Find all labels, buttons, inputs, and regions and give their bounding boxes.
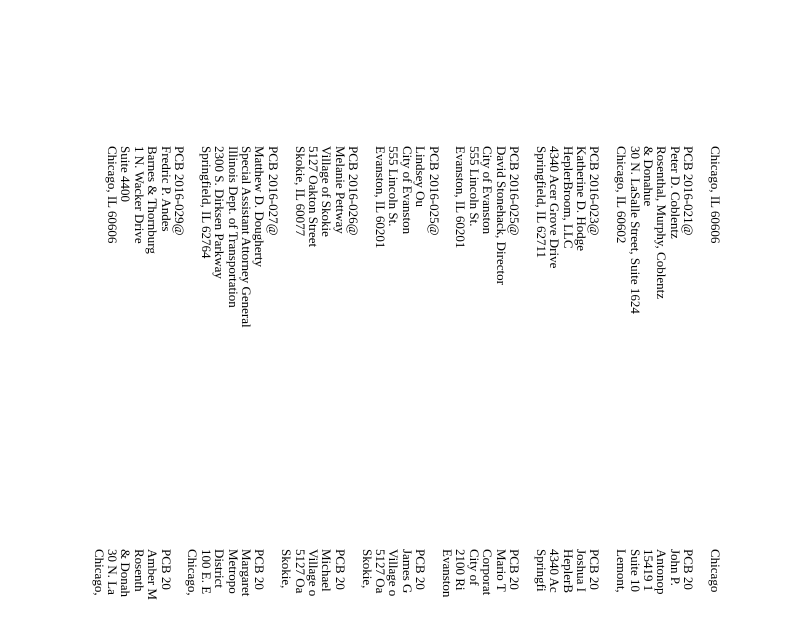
address-line: Lindsey Ou: [413, 146, 429, 208]
address-line: 4340 Ac: [547, 549, 563, 593]
address-line: City of Evanston: [480, 146, 496, 235]
address-line: Chicago, IL 60602: [614, 146, 630, 244]
address-line: City of: [466, 549, 482, 586]
address-line: James G: [399, 549, 415, 594]
address-line: HeplerBroom, LLC: [560, 146, 576, 249]
address-line: Illinois Dept. of Transportation: [225, 146, 241, 308]
address-line: Matthew D. Dougherty: [252, 146, 268, 267]
address-line: 1 N. Wacker Drive: [131, 146, 147, 244]
address-line: Village o: [306, 549, 321, 597]
address-line: HeplerB: [560, 549, 576, 594]
address-line: PCB 20: [413, 549, 429, 590]
address-line: Rosenth: [131, 549, 147, 592]
address-line: 30 N. La: [105, 549, 120, 595]
address-line: PCB 2016-025@: [426, 146, 442, 236]
address-line: Joshua I: [574, 549, 589, 592]
address-line: Mario T: [493, 549, 509, 592]
address-line: Chicago,: [91, 549, 107, 596]
address-line: PCB 20: [681, 549, 697, 590]
address-line: 555 Lincoln St.: [386, 146, 402, 227]
address-line: David Stonehack, Director: [493, 146, 509, 285]
address-line: PCB 20: [507, 549, 522, 590]
address-line: PCB 20: [332, 549, 348, 590]
address-line: District: [212, 549, 228, 588]
address-line: & Donahue: [641, 146, 656, 207]
address-line: 100 E. E: [198, 549, 214, 595]
address-line: John P.: [667, 549, 683, 586]
address-line: 4340 Acer Grove Drive: [547, 146, 563, 269]
address-line: Rosenthal, Murphy, Coblentz: [654, 146, 670, 299]
address-line: Evanston, IL 60201: [453, 146, 469, 249]
address-line: Barnes & Thornburg: [145, 146, 161, 254]
address-line: Evanston, IL 60201: [373, 146, 388, 249]
address-line: Amber M: [145, 549, 161, 600]
address-line: Katherine D. Hodge: [574, 146, 589, 252]
address-line: Fredric P. Andes: [158, 146, 174, 232]
address-line: Springfield, IL 62764: [198, 146, 214, 259]
address-line: Village of Skokie: [319, 146, 335, 237]
address-line: 30 N. LaSalle Street, Suite 1624: [627, 146, 643, 314]
address-line: 2300 S. Dirksen Parkway: [212, 146, 228, 279]
address-line: Chicago, IL 60606: [708, 146, 723, 244]
address-line: PCB 20: [587, 549, 603, 590]
address-line: 15419 1: [641, 549, 656, 592]
address-line: Suite 10: [627, 549, 643, 592]
address-line: Margaret: [239, 549, 254, 597]
address-line: PCB 2016-021@: [681, 146, 697, 236]
address-line: 2100 Ri: [453, 549, 469, 591]
address-line: 5127 Oakton Street: [306, 146, 321, 248]
address-line: Chicago, IL 60606: [105, 146, 120, 244]
address-line: Peter D. Coblentz: [667, 146, 683, 239]
address-line: Village o: [386, 549, 402, 597]
address-line: PCB 2016-023@: [587, 146, 603, 236]
address-line: Skokie,: [359, 549, 375, 589]
address-line: Springfield, IL 62711: [533, 146, 549, 259]
address-line: Springfi: [533, 549, 549, 592]
address-line: Special Assistant Attorney General: [239, 146, 254, 328]
address-line: Chicago: [708, 549, 723, 593]
address-line: Antonop: [654, 549, 670, 595]
address-line: City of Evanston: [399, 146, 415, 235]
address-line: PCB 20: [158, 549, 174, 590]
address-line: Suite 4400: [118, 146, 134, 202]
address-line: Skokie, IL 60077: [292, 146, 308, 237]
address-line: Melanie Pettway: [332, 146, 348, 234]
address-line: PCB 2016-027@: [265, 146, 281, 236]
address-line: PCB 20: [252, 549, 268, 590]
address-line: Skokie,: [279, 549, 295, 589]
address-line: Lemont,: [614, 549, 630, 593]
address-line: Metropo: [225, 549, 241, 594]
address-line: PCB 2016-026@: [346, 146, 362, 236]
address-line: 5127 Oa: [292, 549, 308, 594]
address-line: Michael: [319, 549, 335, 592]
address-line: 5127 Oa: [373, 549, 388, 594]
address-line: PCB 2016-025@: [507, 146, 522, 236]
address-line: Corporat: [480, 549, 496, 596]
address-line: Chicago,: [185, 549, 201, 596]
address-line: Evanston: [440, 549, 455, 598]
address-line: 555 Lincoln St.: [466, 146, 482, 227]
address-line: PCB 2016-029@: [172, 146, 187, 236]
address-line: & Donah: [118, 549, 134, 598]
